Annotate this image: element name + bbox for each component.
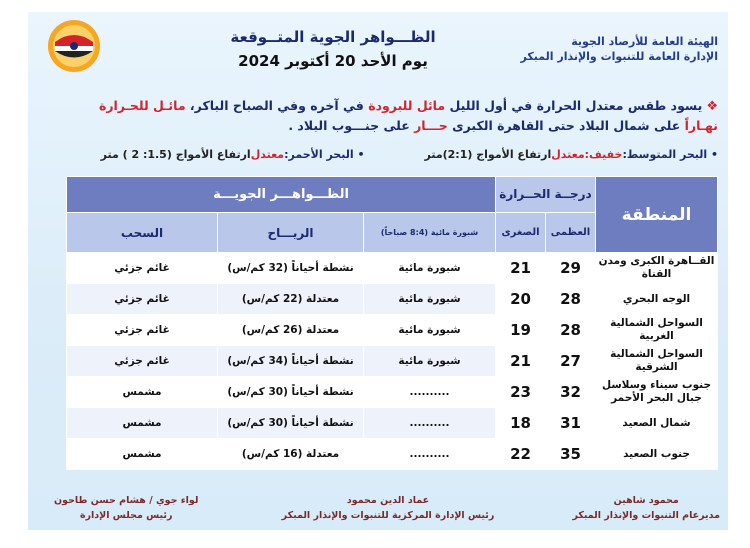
region-cell: جنوب سيناء وسلاسل جبال البحر الأحمر [596, 377, 718, 408]
clouds-cell: غائم جزئي [67, 346, 218, 377]
weather-description [64, 96, 718, 135]
organization-name [521, 34, 718, 64]
clouds-cell: غائم جزئي [67, 284, 218, 315]
table-row [67, 346, 718, 377]
table-row [67, 315, 718, 346]
min-temp-cell: 21 [496, 253, 546, 284]
desc-part-4: في آخره وفي الصباح الباكر، [185, 98, 369, 113]
forecast-sheet [28, 12, 728, 530]
wind-cell: نشطة أحياناً (34 كم/س) [218, 346, 364, 377]
table-row [67, 439, 718, 470]
min-temp-cell: 18 [496, 408, 546, 439]
clouds-cell: غائم جزئي [67, 315, 218, 346]
header-max: العظمى [546, 213, 596, 253]
signature-center [263, 493, 513, 523]
forecast-table [66, 176, 718, 470]
max-temp-cell: 35 [546, 439, 596, 470]
desc-part-2: معتدل الحرارة في أول الليل [445, 98, 624, 113]
signer-name: عماد الدين محمود [346, 495, 430, 506]
signer-name: محمود شاهين [613, 495, 679, 506]
max-temp-cell: 27 [546, 346, 596, 377]
clouds-cell: مشمس [67, 377, 218, 408]
wind-cell: نشطة أحياناً (32 كم/س) [218, 253, 364, 284]
signer-title: مديرعام التنبوات والإنذار المبكر [572, 510, 720, 521]
red-sea-label: • البحر الأحمر: [284, 148, 365, 161]
clouds-cell: مشمس [67, 408, 218, 439]
clouds-cell: مشمس [67, 439, 218, 470]
med-sea-label: • البحر المتوسط: [622, 148, 718, 161]
fog-cell: .......... [364, 377, 496, 408]
wind-cell: نشطة أحياناً (30 كم/س) [218, 408, 364, 439]
fog-cell: .......... [364, 439, 496, 470]
max-temp-cell: 28 [546, 284, 596, 315]
table-row [67, 253, 718, 284]
diamond-bullet-icon: ❖ [706, 99, 718, 114]
region-cell: شمال الصعيد [596, 408, 718, 439]
signature-left [54, 493, 198, 523]
min-temp-cell: 22 [496, 439, 546, 470]
org-line-1: الهيئة العامة للأرصاد الجوية [571, 35, 718, 48]
red-sea-state: معتدل [250, 148, 285, 161]
header-center [203, 28, 463, 70]
max-temp-cell: 29 [546, 253, 596, 284]
signer-title: رئيس مجلس الإدارة [79, 510, 173, 521]
header-temperature: درجــة الحــرارة [496, 177, 596, 213]
max-temp-cell: 31 [546, 408, 596, 439]
fog-cell: شبورة مائية [364, 346, 496, 377]
min-temp-cell: 19 [496, 315, 546, 346]
table-row [67, 408, 718, 439]
region-cell: القــاهرة الكبرى ومدن القناة [596, 253, 718, 284]
signer-title: رئيس الإدارة المركزية للتنبوات والإنذار المبكر [281, 510, 495, 521]
page-title: الظـــواهر الجوية المتــوقعة [230, 28, 436, 46]
header-region: المنطقة [596, 177, 718, 253]
desc-part-7: حـــار [414, 118, 448, 133]
region-cell: الوجه البحري [596, 284, 718, 315]
header-wind: الريـــاح [218, 213, 364, 253]
region-cell: السواحل الشمالية الشرقية [596, 346, 718, 377]
wind-cell: معتدلة (22 كم/س) [218, 284, 364, 315]
red-sea-waves: ارتفاع الأمواج (1.5: 2 ) متر [100, 148, 251, 161]
min-temp-cell: 20 [496, 284, 546, 315]
fog-cell: شبورة مائية [364, 253, 496, 284]
sea-conditions [64, 148, 718, 161]
desc-part-6: على شمال البلاد حتى القاهرة الكبرى [447, 118, 685, 133]
wind-cell: معتدلة (26 كم/س) [218, 315, 364, 346]
med-sea-state: خفيف:معتدل [551, 148, 623, 161]
wind-cell: معتدلة (16 كم/س) [218, 439, 364, 470]
header-clouds: السحب [67, 213, 218, 253]
fog-cell: شبورة مائية [364, 284, 496, 315]
header-phenomena: الظـــواهـــر الجويـــة [67, 177, 496, 213]
table-row [67, 377, 718, 408]
meteorological-authority-logo-icon [44, 18, 104, 74]
desc-part-8: على جنـــوب البلاد . [288, 118, 415, 133]
region-cell: جنوب الصعيد [596, 439, 718, 470]
signature-right [572, 493, 720, 523]
min-temp-cell: 23 [496, 377, 546, 408]
header-min: الصغرى [496, 213, 546, 253]
clouds-cell: غائم جزئي [67, 253, 218, 284]
table-row [67, 284, 718, 315]
min-temp-cell: 21 [496, 346, 546, 377]
forecast-date: يوم الأحد 20 أكتوبر 2024 [238, 52, 428, 70]
fog-cell: شبورة مائية [364, 315, 496, 346]
max-temp-cell: 32 [546, 377, 596, 408]
header-fog: شبورة مائية (8:4 صباحاً) [364, 213, 496, 253]
fog-cell: .......... [364, 408, 496, 439]
med-sea-waves: ارتفاع الأمواج (2:1)متر [424, 148, 552, 161]
max-temp-cell: 28 [546, 315, 596, 346]
org-line-2: الإدارة العامة للتنبوات والإنذار المبكر [520, 50, 718, 63]
desc-part-1: يسود طقس [623, 98, 703, 113]
signer-name: لواء جوي / هشام حسن طاحون [54, 495, 199, 506]
desc-part-5: مائـل للحـرارة نهـاراً [98, 98, 718, 133]
desc-part-3: مائل للبرودة [368, 98, 446, 113]
wind-cell: نشطة أحياناً (30 كم/س) [218, 377, 364, 408]
region-cell: السواحل الشمالية الغربية [596, 315, 718, 346]
